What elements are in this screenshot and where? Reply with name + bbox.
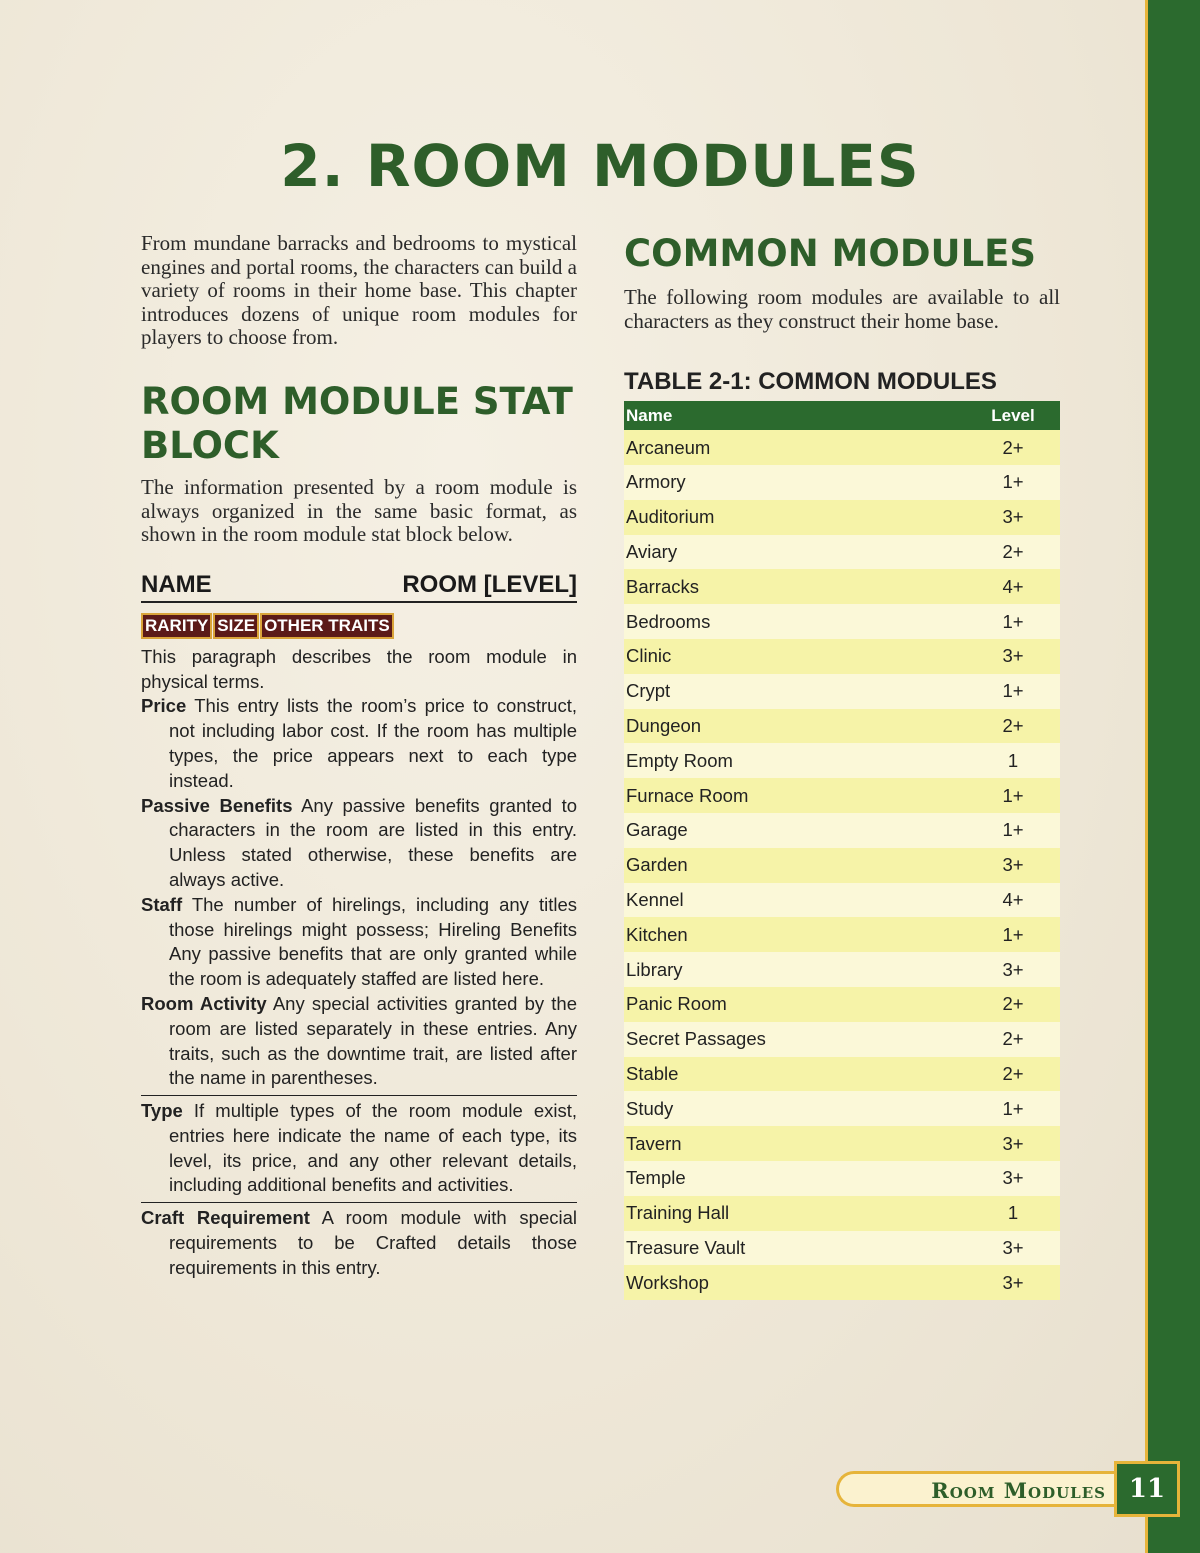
right-column [624, 232, 1060, 1300]
stat-description: This paragraph describes the room module in physical terms. [141, 645, 577, 692]
common-modules-table [624, 401, 1060, 1300]
table-row [624, 1126, 1060, 1161]
stat-block-header [141, 571, 577, 603]
module-name-cell: Panic Room [624, 987, 966, 1022]
chapter-title: 2. ROOM MODULES [280, 132, 920, 200]
module-level-cell: 3+ [966, 1265, 1060, 1300]
module-level-cell: 3+ [966, 1231, 1060, 1266]
table-row [624, 848, 1060, 883]
passive-text: Any passive benefits granted to characters in the room are listed in this entry. Unless stated otherwise, these benefits are always active. [169, 794, 577, 890]
module-level-cell: 1+ [966, 604, 1060, 639]
activity-label: Room Activity [141, 992, 267, 1014]
footer-section-tab [836, 1471, 1114, 1507]
passive-label: Passive Benefits [141, 794, 293, 816]
module-level-cell: 3+ [966, 639, 1060, 674]
module-name-cell: Library [624, 952, 966, 987]
module-level-cell: 1+ [966, 778, 1060, 813]
column-header-name: Name [624, 401, 966, 430]
module-name-cell: Workshop [624, 1265, 966, 1300]
price-text: This entry lists the room’s price to construct, not including labor cost. If the room has multiple types, the price appears next to each type instead. [169, 695, 577, 791]
module-name-cell: Furnace Room [624, 778, 966, 813]
module-name-cell: Bedrooms [624, 604, 966, 639]
craft-text: A room module with special requirements to be Crafted details those requirements in this entry. [169, 1207, 577, 1278]
module-level-cell: 2+ [966, 987, 1060, 1022]
module-level-cell: 1+ [966, 813, 1060, 848]
module-level-cell: 4+ [966, 883, 1060, 918]
common-modules-intro: The following room modules are available to all characters as they construct their home base. [624, 285, 1060, 333]
module-level-cell: 1+ [966, 465, 1060, 500]
stat-room-level: ROOM [LEVEL] [402, 570, 577, 598]
module-name-cell: Treasure Vault [624, 1231, 966, 1266]
module-name-cell: Armory [624, 465, 966, 500]
craft-requirement-entry [141, 1202, 577, 1280]
table-title: TABLE 2-1: COMMON MODULES [624, 368, 997, 396]
table-body [624, 430, 1060, 1300]
module-name-cell: Crypt [624, 674, 966, 709]
table-row [624, 709, 1060, 744]
trait-other: OTHER TRAITS [260, 613, 394, 639]
footer-section-label: Room Modules [931, 1478, 1106, 1503]
module-name-cell: Empty Room [624, 743, 966, 778]
table-row [624, 987, 1060, 1022]
module-name-cell: Clinic [624, 639, 966, 674]
module-name-cell: Temple [624, 1161, 966, 1196]
table-row [624, 917, 1060, 952]
type-text: If multiple types of the room module exist, entries here indicate the name of each type, its level, its price, and any other relevant details, including additional benefits and activities. [169, 1100, 578, 1196]
activity-text: Any special activities granted by the room are listed separately in these entries. Any traits, such as the downtime trait, are listed after the name in parentheses. [169, 992, 577, 1089]
module-level-cell: 2+ [966, 535, 1060, 570]
table-row [624, 1022, 1060, 1057]
module-level-cell: 1+ [966, 1091, 1060, 1126]
table-row [624, 778, 1060, 813]
stat-block-heading: ROOM MODULE STAT BLOCK [141, 379, 573, 467]
module-name-cell: Auditorium [624, 500, 966, 535]
module-level-cell: 1+ [966, 917, 1060, 952]
stat-name: NAME [141, 570, 212, 598]
trait-list [141, 613, 577, 639]
module-level-cell: 1 [966, 1196, 1060, 1231]
module-name-cell: Kennel [624, 883, 966, 918]
module-level-cell: 1+ [966, 674, 1060, 709]
module-name-cell: Dungeon [624, 709, 966, 744]
page-number: 11 [1114, 1461, 1180, 1517]
module-name-cell: Arcaneum [624, 430, 966, 465]
craft-label: Craft Requirement [141, 1207, 310, 1229]
side-bar [1145, 0, 1200, 1553]
module-level-cell: 4+ [966, 569, 1060, 604]
stat-block-intro: The information presented by a room module is always organized in the same basic format, as shown in the room module stat block below. [141, 474, 577, 547]
table-header-row [624, 401, 1060, 430]
passive-benefits-entry [141, 794, 577, 893]
table-row [624, 430, 1060, 465]
staff-entry [141, 893, 577, 992]
module-name-cell: Kitchen [624, 917, 966, 952]
module-level-cell: 2+ [966, 1057, 1060, 1092]
table-row [624, 465, 1060, 500]
staff-text: The number of hirelings, including any titles those hirelings might possess; Hireling Benefits Any passive benefits that are only granted while the room is adequately staffed are listed here. [169, 893, 577, 990]
left-column [141, 232, 577, 1281]
table-row [624, 1231, 1060, 1266]
table-row [624, 535, 1060, 570]
module-name-cell: Tavern [624, 1126, 966, 1161]
module-name-cell: Secret Passages [624, 1022, 966, 1057]
staff-label: Staff [141, 893, 183, 915]
module-name-cell: Garage [624, 813, 966, 848]
module-level-cell: 2+ [966, 709, 1060, 744]
table-row [624, 1196, 1060, 1231]
table-row [624, 569, 1060, 604]
module-name-cell: Barracks [624, 569, 966, 604]
trait-size: SIZE [213, 613, 259, 639]
table-row [624, 604, 1060, 639]
table-row [624, 1057, 1060, 1092]
table-row [624, 883, 1060, 918]
module-name-cell: Aviary [624, 535, 966, 570]
price-label: Price [141, 695, 187, 717]
table-row [624, 1161, 1060, 1196]
module-level-cell: 3+ [966, 848, 1060, 883]
module-level-cell: 1 [966, 743, 1060, 778]
common-modules-heading: COMMON MODULES [624, 232, 1037, 275]
module-name-cell: Garden [624, 848, 966, 883]
module-name-cell: Study [624, 1091, 966, 1126]
module-level-cell: 3+ [966, 1161, 1060, 1196]
module-level-cell: 2+ [966, 1022, 1060, 1057]
module-level-cell: 3+ [966, 500, 1060, 535]
module-level-cell: 2+ [966, 430, 1060, 465]
table-row [624, 1265, 1060, 1300]
intro-paragraph: From mundane barracks and bedrooms to mystical engines and portal rooms, the characters can build a variety of rooms in their home base. This chapter introduces dozens of unique room modules for players to choose from. [141, 231, 577, 350]
type-label: Type [141, 1100, 183, 1122]
room-activity-entry [141, 992, 577, 1091]
table-row [624, 500, 1060, 535]
trait-rarity: RARITY [141, 613, 212, 639]
table-row [624, 743, 1060, 778]
module-level-cell: 3+ [966, 952, 1060, 987]
table-row [624, 674, 1060, 709]
column-header-level: Level [966, 401, 1060, 430]
type-entry [141, 1095, 577, 1198]
module-name-cell: Stable [624, 1057, 966, 1092]
module-name-cell: Training Hall [624, 1196, 966, 1231]
table-row [624, 813, 1060, 848]
table-row [624, 952, 1060, 987]
module-level-cell: 3+ [966, 1126, 1060, 1161]
table-row [624, 1091, 1060, 1126]
price-entry [141, 694, 577, 793]
table-row [624, 639, 1060, 674]
